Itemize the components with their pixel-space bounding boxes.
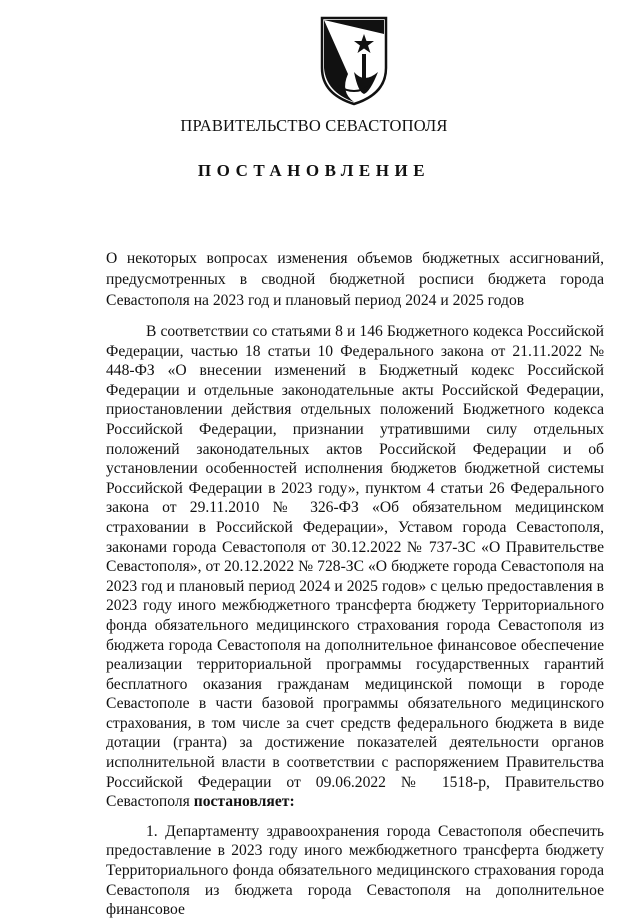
- document-subject: О некоторых вопросах изменения объемов бюджетных ассигнований, предусмотренных в сводной бюджетной росписи бюджета города Севастополя на 2023 год и плановый период 2024 и 2025 годов: [106, 250, 604, 309]
- document-type-title: ПОСТАНОВЛЕНИЕ: [197, 161, 431, 180]
- clause-1-paragraph: 1. Департаменту здравоохранения города Севастополя обеспечить предоставление в 2023 году иного межбюджетного трансферта бюджету Территориального фонда обязательного медицинского страхования города Севастополя из бюджета города Севастополя на дополнительное финансовое: [106, 822, 604, 919]
- resolves-keyword: постановляет:: [193, 793, 295, 811]
- sevastopol-coat-of-arms-icon: [318, 14, 390, 106]
- document-body: [106, 322, 604, 920]
- preamble-text: В соответствии со статьями 8 и 146 Бюджетного кодекса Российской Федерации, частью 18 статьи 10 Федерального закона от 21.11.2022 № 448-ФЗ «О внесении изменений в Бюджетный кодекс Российской Федерации и отдельные законодательные акты Российской Федерации, приостановлении действия отдельных положений Бюджетного кодекса Российской Федерации, признании утратившими силу отдельных положений законодательных актов Российской Федерации и об установлении особенностей исполнения бюджетов бюджетной системы Российской Федерации в 2023 году», пунктом 4 статьи 26 Федерального закона от 29.11.2010 № 326-ФЗ «Об обязательном медицинском страховании в Российской Федерации», Уставом города Севастополя, законами города Севастополя от 30.12.2022 № 737-ЗС «О Правительстве Севастополя», от 20.12.2022 № 728-ЗС «О бюджете города Севастополя на 2023 год и плановый период 2024 и 2025 годов» с целью предоставления в 2023 году иного межбюджетного трансферта бюджету Территориального фонда обязательного медицинского страхования города Севастополя из бюджета города Севастополя на дополнительное финансовое обеспечение реализации территориальной программы государственных гарантий бесплатного оказания гражданам медицинской помощи в городе Севастополе в части базовой программы обязательного медицинского страхования, в том числе за счет средств федерального бюджета в виде дотации (гранта) за достижение показателей деятельности органов исполнительной власти в соответствии с распоряжением Правительства Российской Федерации от 09.06.2022 № 1518-р, Правительство Севастополя: [106, 323, 604, 811]
- preamble-paragraph: [106, 322, 604, 812]
- organization-name: ПРАВИТЕЛЬСТВО СЕВАСТОПОЛЯ: [180, 116, 448, 135]
